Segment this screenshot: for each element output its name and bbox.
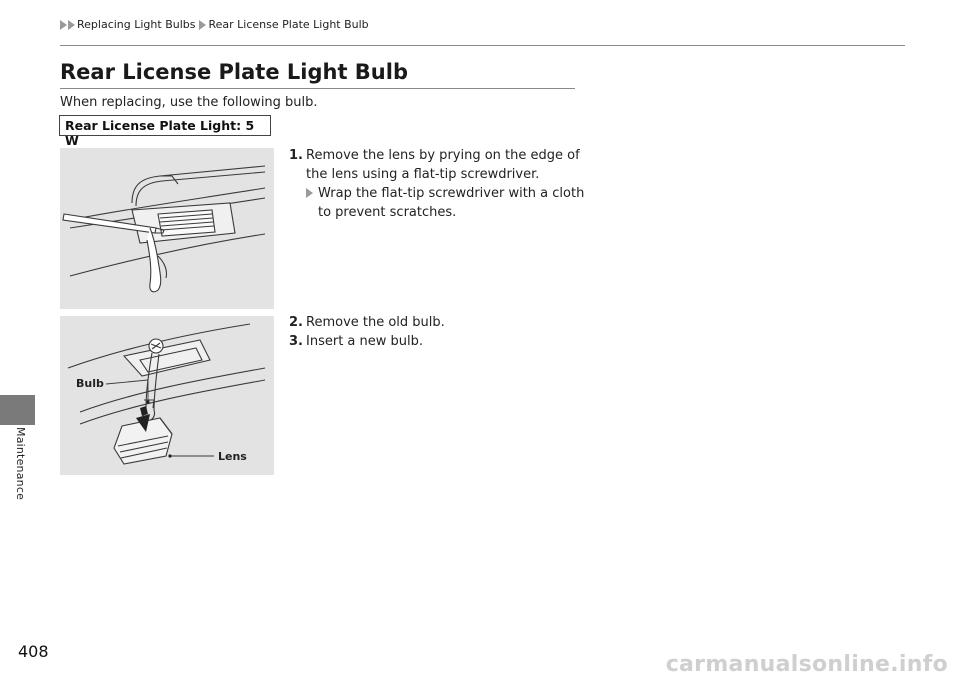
step-number: 3.: [289, 334, 303, 349]
step-item: [289, 332, 589, 351]
section-tab: [0, 395, 35, 425]
triangle-icon: [68, 20, 75, 30]
step-note-text: Wrap the flat-tip screwdriver with a cloth to prevent scratches.: [318, 186, 585, 220]
step-item: [289, 146, 589, 184]
step-number: 1.: [289, 148, 303, 163]
intro-text: When replacing, use the following bulb.: [60, 95, 318, 110]
step-list-2: [289, 313, 589, 351]
title-rule: [60, 88, 575, 89]
step-list-1: [289, 146, 589, 222]
watermark: carmanualsonline.info: [665, 652, 948, 677]
step-text: Remove the lens by prying on the edge of the lens using a flat-tip screwdriver.: [306, 148, 580, 182]
step-text: Remove the old bulb.: [306, 315, 445, 330]
pry-lens-drawing: [60, 148, 274, 309]
triangle-icon: [60, 20, 67, 30]
bulb-lens-drawing: [60, 316, 274, 475]
section-label: Maintenance: [14, 427, 27, 501]
step-note: [306, 184, 589, 222]
step-item: [289, 313, 589, 332]
triangle-icon: [306, 188, 313, 198]
illustration-bulb-lens: [60, 316, 274, 475]
bulb-spec-box: Rear License Plate Light: 5 W: [59, 115, 271, 136]
breadcrumb-item[interactable]: Rear License Plate Light Bulb: [208, 18, 369, 31]
header-rule: [60, 45, 905, 46]
step-text: Insert a new bulb.: [306, 334, 424, 349]
illustration-pry-lens: [60, 148, 274, 309]
triangle-icon: [199, 20, 206, 30]
bulb-callout: Bulb: [76, 377, 104, 390]
breadcrumb-item[interactable]: Replacing Light Bulbs: [77, 18, 196, 31]
step-number: 2.: [289, 315, 303, 330]
page-number: 408: [18, 642, 49, 661]
breadcrumb: [60, 18, 369, 31]
lens-callout: Lens: [218, 450, 247, 463]
page-title: Rear License Plate Light Bulb: [60, 60, 408, 84]
